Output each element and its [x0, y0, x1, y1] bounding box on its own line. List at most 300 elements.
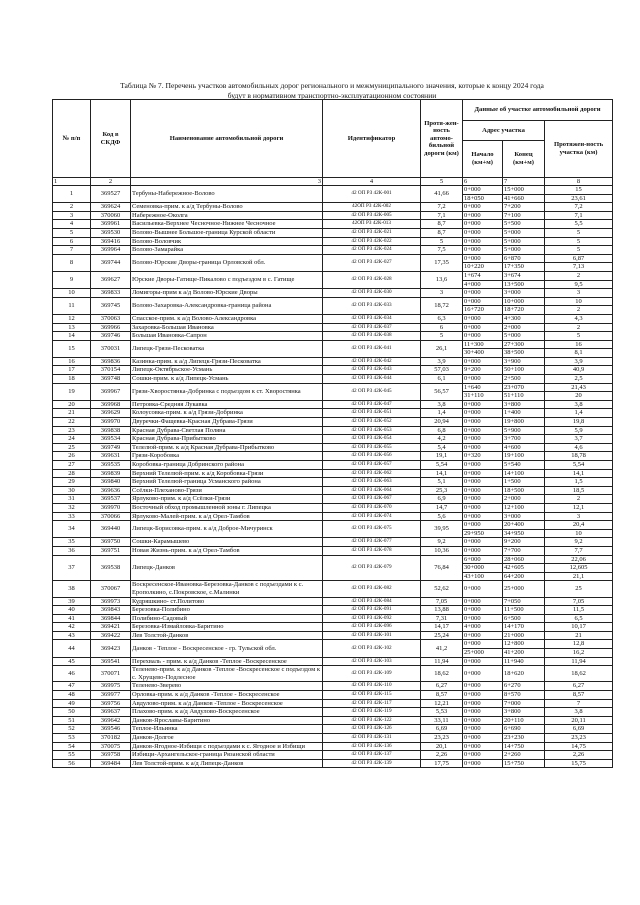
table-row: [53, 657, 613, 666]
section-end: 5+900: [503, 426, 545, 435]
section-start: 0+000: [463, 614, 503, 623]
section-start: 0+000: [463, 400, 503, 409]
section-end: 51+110: [503, 392, 545, 401]
road-name: Спасское-прим. к а/д Волово-Александровка: [131, 314, 323, 323]
section-start: 0+000: [463, 323, 503, 332]
section-length: 5,54: [545, 461, 613, 470]
road-name: Семеновка-прим. к а/д Тербуны-Волово: [131, 203, 323, 212]
skdf-code: 369758: [91, 751, 131, 760]
road-length: 9,2: [421, 538, 463, 547]
section-length: 21,1: [545, 572, 613, 581]
section-length: 6,69: [545, 725, 613, 734]
skdf-code: 369538: [91, 555, 131, 581]
section-length: 12,605: [545, 564, 613, 573]
section-length: 15: [545, 186, 613, 195]
section-start: 0+000: [463, 246, 503, 255]
section-end: 4+300: [503, 314, 545, 323]
section-start: 0+000: [463, 409, 503, 418]
road-name: Полибино-Садовый: [131, 614, 323, 623]
road-name: Волово-Замарайка: [131, 246, 323, 255]
road-name: Красная Дубрава-Прибытково: [131, 435, 323, 444]
table-row: [53, 640, 613, 649]
road-identifier: 42 ОП РЗ 42К-037: [323, 323, 421, 332]
road-name: Теленево-Зверево: [131, 682, 323, 691]
road-name: Верхний Телелюй-граница Усманского района: [131, 478, 323, 487]
section-start: 0+000: [463, 314, 503, 323]
road-identifier: 42 ОП РЗ 42К-092: [323, 614, 421, 623]
row-number: 38: [53, 581, 91, 597]
road-identifier: 42 ОП РЗ 42К-070: [323, 503, 421, 512]
table-row: [53, 623, 613, 632]
road-identifier: 42 ОП РЗ 42К-115: [323, 691, 421, 700]
road-name: Кудряшкино- ст.Политово: [131, 597, 323, 606]
road-identifier: 42ОП РЗ 42К-013: [323, 220, 421, 229]
section-start: 10+220: [463, 263, 503, 272]
road-identifier: 42 ОП РЗ 42К-038: [323, 332, 421, 341]
table-row: [53, 366, 613, 375]
section-start: 0+000: [463, 486, 503, 495]
skdf-code: 370060: [91, 211, 131, 220]
section-end: 27+300: [503, 340, 545, 349]
section-end: 11+940: [503, 657, 545, 666]
section-start: 0+000: [463, 751, 503, 760]
road-name: Казинка-прим. к а/д Липецк-Грязи-Песковатка: [131, 357, 323, 366]
table-row: [53, 375, 613, 384]
road-identifier: 42 ОП РЗ 42К-027: [323, 254, 421, 271]
road-name: Перехваль - прим. к а/д Данков -Теплое -Воскресенское: [131, 657, 323, 666]
road-identifier: 42 ОП РЗ 42К-074: [323, 512, 421, 521]
section-start: 0+000: [463, 725, 503, 734]
skdf-code: 369745: [91, 297, 131, 314]
skdf-code: 369748: [91, 375, 131, 384]
skdf-code: 369975: [91, 682, 131, 691]
row-number: 20: [53, 400, 91, 409]
section-start: 0+000: [463, 203, 503, 212]
row-number: 42: [53, 623, 91, 632]
skdf-code: 369839: [91, 469, 131, 478]
section-end: 15+000: [503, 186, 545, 195]
skdf-code: 369537: [91, 495, 131, 504]
road-name: Орловка-прим. к а/д Данков -Теплое - Воскресенское: [131, 691, 323, 700]
table-row: [53, 631, 613, 640]
row-number: 8: [53, 254, 91, 271]
road-length: 7,05: [421, 597, 463, 606]
section-length: 8,57: [545, 691, 613, 700]
skdf-code: 369964: [91, 246, 131, 255]
road-identifier: 42 ОП РЗ 42К-045: [323, 383, 421, 400]
section-end: 19+800: [503, 418, 545, 427]
section-start: 0+000: [463, 186, 503, 195]
skdf-code: 369843: [91, 606, 131, 615]
skdf-code: 369484: [91, 759, 131, 768]
table-row: [53, 716, 613, 725]
road-length: 25,24: [421, 631, 463, 640]
road-identifier: 42 ОП РЗ 42К-139: [323, 759, 421, 768]
section-length: 21,43: [545, 383, 613, 392]
skdf-code: 369629: [91, 409, 131, 418]
road-length: 4,2: [421, 435, 463, 444]
row-number: 1: [53, 186, 91, 203]
skdf-code: 370075: [91, 742, 131, 751]
road-length: 5: [421, 237, 463, 246]
table-row: [53, 486, 613, 495]
row-number: 21: [53, 409, 91, 418]
row-number: 3: [53, 211, 91, 220]
road-identifier: 42 ОП РЗ 42К-043: [323, 366, 421, 375]
row-number: 22: [53, 418, 91, 427]
road-identifier: 42 ОП РЗ 42К-057: [323, 461, 421, 470]
table-row: [53, 495, 613, 504]
road-length: 8,57: [421, 691, 463, 700]
section-length: 2,26: [545, 751, 613, 760]
road-name: Волово-Захаровка-Александровка-граница района: [131, 297, 323, 314]
section-length: 12,1: [545, 503, 613, 512]
skdf-code: 369534: [91, 435, 131, 444]
row-number: 37: [53, 555, 91, 581]
section-length: 3: [545, 289, 613, 298]
road-name: Ярлуково-прим. к а/д Ссёлки-Грязи: [131, 495, 323, 504]
road-name: Юрские Дворы-Гатище-Пикалово с подъездом в с. Гатище: [131, 271, 323, 288]
section-length: 20,4: [545, 521, 613, 530]
row-number: 5: [53, 228, 91, 237]
section-length: 22,06: [545, 555, 613, 564]
road-name: Липецк-Данков: [131, 555, 323, 581]
road-length: 20,94: [421, 418, 463, 427]
section-length: 18,62: [545, 666, 613, 682]
road-identifier: 42 ОП РЗ 42К-136: [323, 742, 421, 751]
table-caption: [52, 81, 612, 101]
road-length: 7,2: [421, 203, 463, 212]
road-identifier: 42 ОП РЗ 42К-063: [323, 478, 421, 487]
row-number: 6: [53, 237, 91, 246]
header-num: № п/п: [53, 100, 91, 178]
road-identifier: 42 ОП РЗ 42К-117: [323, 699, 421, 708]
section-end: 2+500: [503, 375, 545, 384]
skdf-code: 369530: [91, 228, 131, 237]
road-identifier: 42 ОП РЗ 42К-044: [323, 375, 421, 384]
road-name: Петровка-Средняя Лукавка: [131, 400, 323, 409]
table-row: [53, 555, 613, 564]
section-length: 7,05: [545, 597, 613, 606]
road-length: 12,21: [421, 699, 463, 708]
section-start: 0+000: [463, 538, 503, 547]
row-number: 15: [53, 340, 91, 357]
skdf-code: 369527: [91, 186, 131, 203]
road-identifier: 42 ОП РЗ 42К-096: [323, 623, 421, 632]
section-end: 23+230: [503, 734, 545, 743]
table-row: [53, 228, 613, 237]
section-length: 5: [545, 332, 613, 341]
skdf-code: 369744: [91, 254, 131, 271]
section-start: 9+200: [463, 366, 503, 375]
section-end: 2+000: [503, 323, 545, 332]
section-length: 14,1: [545, 469, 613, 478]
section-length: 11,5: [545, 606, 613, 615]
section-start: 0+000: [463, 666, 503, 682]
section-end: 50+100: [503, 366, 545, 375]
road-length: 13,6: [421, 271, 463, 288]
header-address: Адрес участка: [463, 121, 545, 141]
row-number: 7: [53, 246, 91, 255]
table-row: [53, 461, 613, 470]
road-name: Верхний Телелюй-прим. к а/д Коробовка-Грязи: [131, 469, 323, 478]
table-row: [53, 666, 613, 682]
road-length: 6,69: [421, 725, 463, 734]
table-row: [53, 512, 613, 521]
section-length: 8,1: [545, 349, 613, 358]
col-number: 6: [463, 178, 503, 186]
road-identifier: 42 ОП РЗ 42К-078: [323, 546, 421, 555]
section-start: 11+300: [463, 340, 503, 349]
section-end: 17+350: [503, 263, 545, 272]
skdf-code: 369746: [91, 332, 131, 341]
road-name: Захаровка-Большая Ивановка: [131, 323, 323, 332]
section-start: 0+000: [463, 734, 503, 743]
road-name: Красная Дубрава-Светлая Поляна: [131, 426, 323, 435]
section-length: 20,11: [545, 716, 613, 725]
table-row: [53, 699, 613, 708]
road-length: 7,31: [421, 614, 463, 623]
skdf-code: 369756: [91, 699, 131, 708]
skdf-code: 369535: [91, 461, 131, 470]
row-number: 28: [53, 469, 91, 478]
section-length: 3,8: [545, 708, 613, 717]
col-number: 5: [421, 178, 463, 186]
section-start: 0+000: [463, 597, 503, 606]
table-row: [53, 682, 613, 691]
section-start: 0+000: [463, 254, 503, 263]
section-end: 11+500: [503, 606, 545, 615]
section-length: 40,9: [545, 366, 613, 375]
road-length: 8,7: [421, 228, 463, 237]
section-end: 9+200: [503, 538, 545, 547]
section-start: 0+000: [463, 581, 503, 597]
row-number: 36: [53, 546, 91, 555]
header-start: Начало (км+м): [463, 141, 503, 178]
column-numbers-row: [53, 178, 613, 186]
road-identifier: 42 ОП РЗ 42К-091: [323, 606, 421, 615]
section-end: 42+605: [503, 564, 545, 573]
table-row: [53, 246, 613, 255]
road-identifier: 42 ОП РЗ 42К-126: [323, 725, 421, 734]
skdf-code: 370071: [91, 666, 131, 682]
col-number: 7: [503, 178, 545, 186]
road-identifier: 42 ОП РЗ 42К-053: [323, 426, 421, 435]
section-end: 18+500: [503, 486, 545, 495]
road-identifier: 42 ОП РЗ 42К-119: [323, 708, 421, 717]
road-identifier: 42 ОП РЗ 42К-005: [323, 211, 421, 220]
road-length: 25,3: [421, 486, 463, 495]
section-end: 3+674: [503, 271, 545, 280]
road-identifier: 42 ОП РЗ 42К-055: [323, 443, 421, 452]
header-ident: Идентификатор: [323, 100, 421, 178]
road-identifier: 42 ОП РЗ 42К-047: [323, 400, 421, 409]
road-identifier: 42 ОП РЗ 42К-064: [323, 486, 421, 495]
section-length: 4,3: [545, 314, 613, 323]
skdf-code: 369838: [91, 426, 131, 435]
skdf-code: 369966: [91, 323, 131, 332]
section-length: 16: [545, 340, 613, 349]
table-row: [53, 691, 613, 700]
section-end: 18+720: [503, 306, 545, 315]
road-name: Сошки-прим. к а/д Липецк-Усмань: [131, 375, 323, 384]
col-number: 2: [91, 178, 131, 186]
road-length: 3,9: [421, 357, 463, 366]
table-row: [53, 340, 613, 349]
row-number: 50: [53, 708, 91, 717]
road-length: 5,1: [421, 478, 463, 487]
section-start: 6+000: [463, 555, 503, 564]
road-name: Авдулово-прим. к а/д Данков -Теплое - Воскресенское: [131, 699, 323, 708]
section-start: 0+000: [463, 631, 503, 640]
skdf-code: 370067: [91, 581, 131, 597]
section-end: 20+400: [503, 521, 545, 530]
row-number: 9: [53, 271, 91, 288]
road-identifier: 42 ОП РЗ 42К-028: [323, 271, 421, 288]
section-end: 23+070: [503, 383, 545, 392]
road-name: Телелюй-прим. к а/д Красная Дубрава-Прибытково: [131, 443, 323, 452]
row-number: 54: [53, 742, 91, 751]
table-row: [53, 400, 613, 409]
section-length: 6,87: [545, 254, 613, 263]
road-identifier: 42 ОП РЗ 42К-041: [323, 340, 421, 357]
table-row: [53, 254, 613, 263]
row-number: 23: [53, 426, 91, 435]
table-row: [53, 546, 613, 555]
table-row: [53, 581, 613, 597]
skdf-code: 370066: [91, 512, 131, 521]
skdf-code: 369970: [91, 418, 131, 427]
section-start: 0+000: [463, 220, 503, 229]
row-number: 4: [53, 220, 91, 229]
row-number: 40: [53, 606, 91, 615]
section-start: 0+000: [463, 708, 503, 717]
section-end: 7+100: [503, 211, 545, 220]
row-number: 12: [53, 314, 91, 323]
skdf-code: 369440: [91, 521, 131, 538]
road-length: 18,72: [421, 297, 463, 314]
col-number: 8: [545, 178, 613, 186]
road-length: 6: [421, 323, 463, 332]
section-end: 1+400: [503, 409, 545, 418]
table-row: [53, 203, 613, 212]
road-length: 14,1: [421, 469, 463, 478]
section-end: 34+950: [503, 529, 545, 538]
road-length: 18,62: [421, 666, 463, 682]
skdf-code: 369833: [91, 289, 131, 298]
section-end: 6+270: [503, 682, 545, 691]
section-end: 12+100: [503, 503, 545, 512]
road-length: 5,4: [421, 443, 463, 452]
skdf-code: 369973: [91, 597, 131, 606]
table-row: [53, 597, 613, 606]
section-start: 29+950: [463, 529, 503, 538]
row-number: 46: [53, 666, 91, 682]
section-length: 7: [545, 699, 613, 708]
road-name: Данков-Ягодное-Избищи с подъездами к с. Ягодное и Избищи: [131, 742, 323, 751]
skdf-code: 369541: [91, 657, 131, 666]
header-code: Код в СКДФ: [91, 100, 131, 178]
table-row: [53, 614, 613, 623]
table-row: [53, 211, 613, 220]
section-end: 7+700: [503, 546, 545, 555]
road-length: 6,8: [421, 426, 463, 435]
skdf-code: 369961: [91, 220, 131, 229]
road-length: 7,1: [421, 211, 463, 220]
section-end: 8+570: [503, 691, 545, 700]
section-length: 5: [545, 246, 613, 255]
section-length: 5,9: [545, 426, 613, 435]
caption-line-2: будут в нормативном транспортно-эксплуатационном состоянии: [227, 91, 437, 100]
road-identifier: 42 ОП РЗ 42К-103: [323, 657, 421, 666]
skdf-code: 369546: [91, 725, 131, 734]
section-end: 3+900: [503, 357, 545, 366]
road-length: 76,84: [421, 555, 463, 581]
section-start: 0+000: [463, 699, 503, 708]
skdf-code: 369749: [91, 443, 131, 452]
section-start: 0+000: [463, 375, 503, 384]
row-number: 31: [53, 495, 91, 504]
section-start: 30+000: [463, 564, 503, 573]
section-length: 7,2: [545, 203, 613, 212]
row-number: 48: [53, 691, 91, 700]
road-length: 6,1: [421, 375, 463, 384]
row-number: 25: [53, 443, 91, 452]
table-row: [53, 742, 613, 751]
road-length: 14,17: [421, 623, 463, 632]
road-name: Березовка-Измайловка-Баритино: [131, 623, 323, 632]
road-length: 26,1: [421, 340, 463, 357]
road-identifier: 42 ОП РЗ 42К-110: [323, 682, 421, 691]
section-start: 0+000: [463, 716, 503, 725]
road-identifier: 42 ОП РЗ 42К-024: [323, 246, 421, 255]
row-number: 11: [53, 297, 91, 314]
row-number: 47: [53, 682, 91, 691]
table-row: [53, 503, 613, 512]
section-start: 1+640: [463, 383, 503, 392]
skdf-code: 369637: [91, 708, 131, 717]
section-length: 2,5: [545, 375, 613, 384]
road-name: Васильевка-Верхнее Чесночное-Нижнее Чесночное: [131, 220, 323, 229]
section-length: 5,5: [545, 220, 613, 229]
road-name: Плахово-прим. к а/д Авдулово-Воскресенское: [131, 708, 323, 717]
road-name: Набережное-Околга: [131, 211, 323, 220]
road-name: Сошки-Карамышево: [131, 538, 323, 547]
road-identifier: 42 ОП РЗ 42К-137: [323, 751, 421, 760]
road-identifier: 42 ОП РЗ 42К-102: [323, 640, 421, 657]
section-end: 13+500: [503, 280, 545, 289]
table-row: [53, 734, 613, 743]
road-identifier: 42 ОП РЗ 42К-079: [323, 555, 421, 581]
road-length: 13,88: [421, 606, 463, 615]
row-number: 26: [53, 452, 91, 461]
road-identifier: 42 ОП РЗ 42К-122: [323, 716, 421, 725]
road-name: Восточный обход промышленной зоны г. Липецка: [131, 503, 323, 512]
section-end: 5+540: [503, 461, 545, 470]
table-row: [53, 271, 613, 280]
section-end: 6+500: [503, 614, 545, 623]
section-length: 7,7: [545, 546, 613, 555]
road-name: Ломигоры-прим к а/д Волово-Юрские Дворы: [131, 289, 323, 298]
section-end: 2+000: [503, 495, 545, 504]
row-number: 29: [53, 478, 91, 487]
table-row: [53, 418, 613, 427]
skdf-code: 369631: [91, 452, 131, 461]
road-length: 1,4: [421, 409, 463, 418]
table-row: [53, 606, 613, 615]
road-length: 14,7: [421, 503, 463, 512]
road-identifier: 42 ОП РЗ 42К-056: [323, 452, 421, 461]
